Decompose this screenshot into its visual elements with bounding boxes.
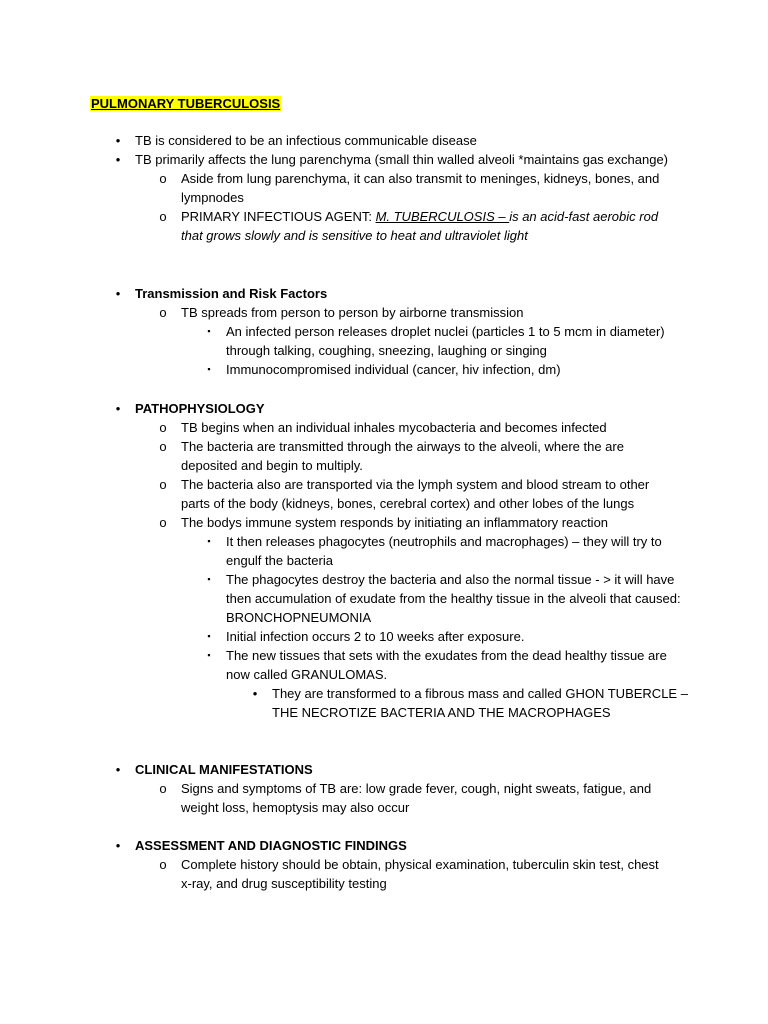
agent-name: M. TUBERCULOSIS – xyxy=(375,209,510,224)
section-heading-row xyxy=(0,760,768,779)
square-marker: ▪ xyxy=(207,574,211,584)
bullet-marker: • xyxy=(115,152,121,167)
circle-marker: o xyxy=(159,439,167,454)
list-item xyxy=(0,570,768,627)
circle-marker: o xyxy=(159,420,167,435)
list-item xyxy=(0,360,768,379)
list-item xyxy=(0,131,768,150)
section-heading: CLINICAL MANIFESTATIONS xyxy=(135,762,313,777)
list-item-text: The bacteria also are transported via the lymph system and blood stream to other parts of the body (kidneys, bones, cerebral cortex) and other lobes of the lungs xyxy=(181,477,650,511)
square-marker: ▪ xyxy=(207,364,211,374)
pathophysiology-section xyxy=(0,399,768,722)
list-item-text: Signs and symptoms of TB are: low grade fever, cough, night sweats, fatigue, and weight loss, hemoptysis may also occur xyxy=(181,781,652,815)
agent-description: is an acid-fast aerobic rod that grows slowly and is sensitive to heat and ultraviolet light xyxy=(181,209,659,243)
bullet-marker: • xyxy=(115,286,121,301)
title-container xyxy=(90,94,281,113)
list-item-text: TB primarily affects the lung parenchyma (small thin walled alveoli *maintains gas exchange) xyxy=(135,152,669,167)
list-item-text: The phagocytes destroy the bacteria and also the normal tissue - > it will have then accumulation of exudate from the healthy tissue in the alveoli that caused: BRONCHOPNEUMONIA xyxy=(226,572,681,625)
list-item-text: It then releases phagocytes (neutrophils and macrophages) – they will try to engulf the bacteria xyxy=(226,534,662,568)
list-item xyxy=(0,855,768,893)
bullet-marker: • xyxy=(252,686,258,701)
list-item-text: TB is considered to be an infectious communicable disease xyxy=(135,133,477,148)
circle-marker: o xyxy=(159,781,167,796)
list-item-text: The bacteria are transmitted through the airways to the alveoli, where the are deposited and begin to multiply. xyxy=(181,439,624,473)
list-item xyxy=(0,303,768,322)
intro-section xyxy=(0,131,768,245)
circle-marker: o xyxy=(159,209,167,224)
section-heading-row xyxy=(0,284,768,303)
list-item-text: TB spreads from person to person by airborne transmission xyxy=(181,305,524,320)
bullet-marker: • xyxy=(115,762,121,777)
page-title: PULMONARY TUBERCULOSIS xyxy=(91,96,281,111)
agent-label: PRIMARY INFECTIOUS AGENT: xyxy=(181,209,376,224)
section-heading: Transmission and Risk Factors xyxy=(135,286,328,301)
bullet-marker: • xyxy=(115,401,121,416)
list-item-text: The new tissues that sets with the exudates from the dead healthy tissue are now called GRANULOMAS. xyxy=(226,648,667,682)
list-item xyxy=(0,513,768,532)
list-item-text: Aside from lung parenchyma, it can also transmit to meninges, kidneys, bones, and lympnodes xyxy=(181,171,660,205)
circle-marker: o xyxy=(159,477,167,492)
list-item-text: Complete history should be obtain, physical examination, tuberculin skin test, chest x-ray, and drug susceptibility testing xyxy=(181,857,659,891)
section-heading: PATHOPHYSIOLOGY xyxy=(135,401,265,416)
list-item xyxy=(0,684,768,722)
list-item xyxy=(0,437,768,475)
list-item xyxy=(0,532,768,570)
list-item-text: Initial infection occurs 2 to 10 weeks after exposure. xyxy=(226,629,525,644)
section-heading-row xyxy=(0,836,768,855)
list-item xyxy=(0,418,768,437)
list-item xyxy=(0,646,768,684)
bullet-marker: • xyxy=(115,838,121,853)
list-item-text: Immunocompromised individual (cancer, hiv infection, dm) xyxy=(226,362,561,377)
list-item xyxy=(0,779,768,817)
clinical-section xyxy=(0,760,768,817)
section-heading: ASSESSMENT AND DIAGNOSTIC FINDINGS xyxy=(135,838,407,853)
bullet-marker: • xyxy=(115,133,121,148)
circle-marker: o xyxy=(159,171,167,186)
square-marker: ▪ xyxy=(207,631,211,641)
square-marker: ▪ xyxy=(207,536,211,546)
list-item-text: The bodys immune system responds by initiating an inflammatory reaction xyxy=(181,515,609,530)
section-heading-row xyxy=(0,399,768,418)
list-item xyxy=(0,322,768,360)
assessment-section xyxy=(0,836,768,893)
list-item xyxy=(0,169,768,207)
list-item-text: They are transformed to a fibrous mass and called GHON TUBERCLE – THE NECROTIZE BACTERIA AND THE MACROPHAGES xyxy=(272,686,688,720)
circle-marker: o xyxy=(159,305,167,320)
list-item xyxy=(0,207,768,245)
list-item xyxy=(0,150,768,169)
circle-marker: o xyxy=(159,515,167,530)
list-item-text: TB begins when an individual inhales mycobacteria and becomes infected xyxy=(181,420,607,435)
list-item xyxy=(0,475,768,513)
list-item-text: An infected person releases droplet nuclei (particles 1 to 5 mcm in diameter) through talking, coughing, sneezing, laughing or singing xyxy=(226,324,665,358)
transmission-section xyxy=(0,284,768,379)
list-item-text xyxy=(181,207,671,245)
list-item xyxy=(0,627,768,646)
square-marker: ▪ xyxy=(207,326,211,336)
circle-marker: o xyxy=(159,857,167,872)
square-marker: ▪ xyxy=(207,650,211,660)
